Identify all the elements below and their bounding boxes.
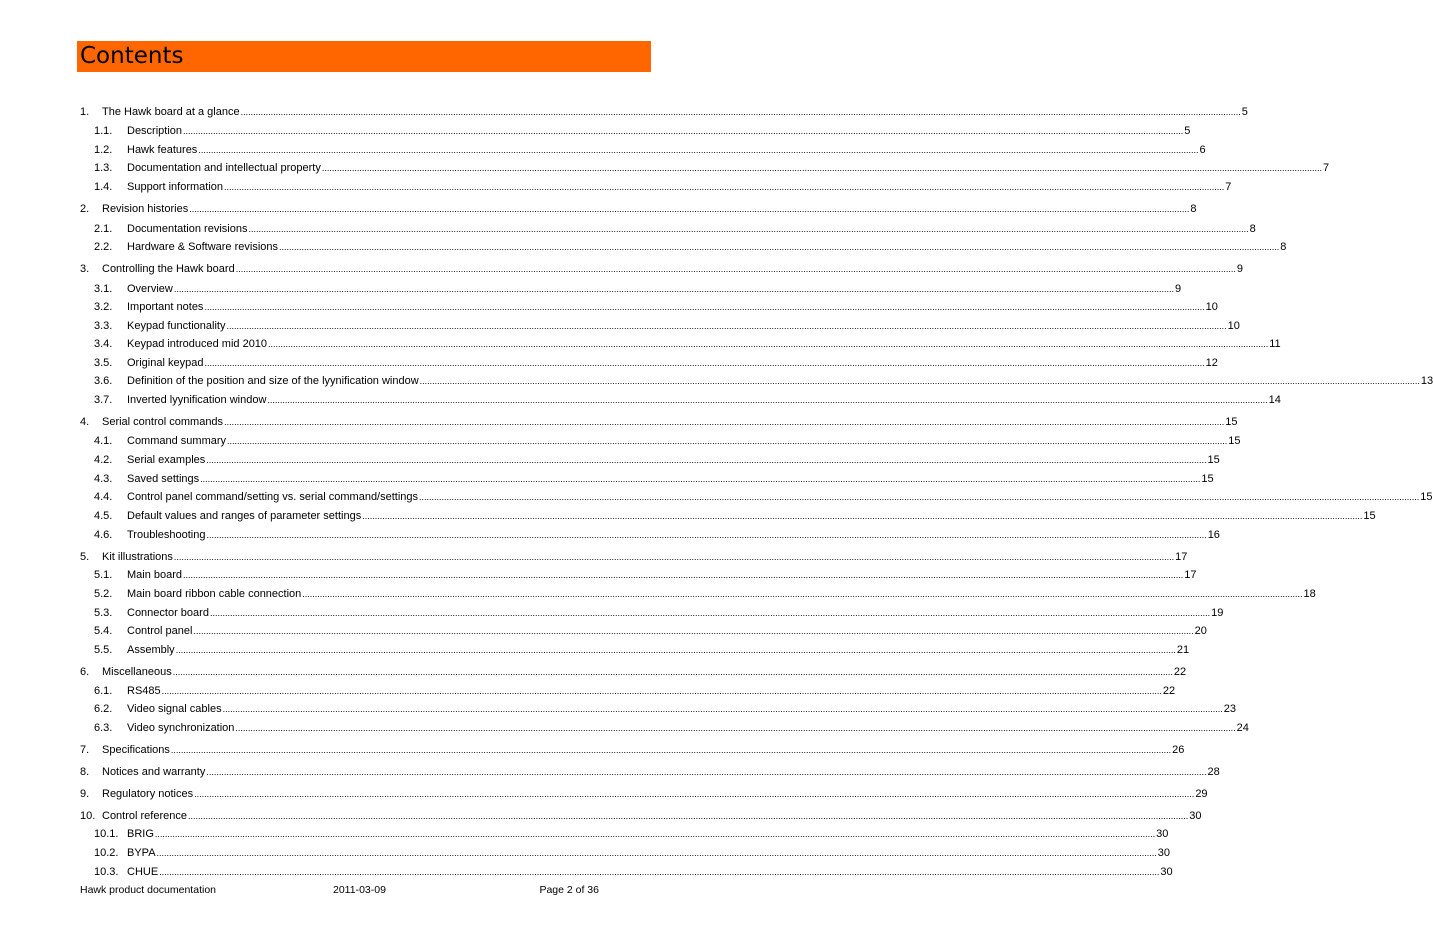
toc-section-entry[interactable] [80, 787, 1208, 801]
toc-dot-leader: ................................................................................................................................................................................................................................................................................................................................................................................................................ [235, 723, 1236, 733]
toc-subsection-entry[interactable] [94, 393, 1281, 407]
toc-subsection-entry[interactable] [94, 453, 1220, 467]
toc-dot-leader: ................................................................................................................................................................................................................................................................................................................................................................................................................ [268, 339, 1269, 349]
toc-entry-page: 11 [1269, 338, 1281, 350]
toc-entry-number: 3.2. [94, 301, 113, 313]
toc-subsection-entry[interactable] [94, 300, 1218, 314]
toc-section-entry[interactable] [80, 665, 1187, 679]
toc-entry-title: Important notes [127, 301, 204, 313]
toc-dot-leader: ................................................................................................................................................................................................................................................................................................................................................................................................................ [175, 645, 1176, 655]
toc-entry-number: 5.2. [94, 588, 113, 600]
toc-entry-page: 15 [1201, 473, 1214, 485]
toc-subsection-entry[interactable] [94, 161, 1330, 175]
toc-entry-page: 5 [1241, 106, 1248, 118]
toc-entry-page: 8 [1280, 241, 1287, 253]
toc-dot-leader: ................................................................................................................................................................................................................................................................................................................................................................................................................ [173, 284, 1175, 294]
toc-entry-page: 28 [1207, 766, 1220, 778]
toc-entry-page: 7 [1225, 181, 1232, 193]
toc-dot-leader: ................................................................................................................................................................................................................................................................................................................................................................................................................ [204, 358, 1205, 368]
toc-entry-page: 22 [1162, 685, 1176, 697]
toc-dot-leader: ................................................................................................................................................................................................................................................................................................................................................................................................................ [240, 107, 1241, 117]
toc-entry-number: 5.3. [94, 607, 113, 619]
toc-entry-number: 10.2. [94, 847, 119, 859]
toc-entry-number: 3.5. [94, 357, 113, 369]
toc-entry-page: 6 [1199, 144, 1206, 156]
toc-entry-number: 1.4. [94, 181, 113, 193]
toc-entry-page: 15 [1363, 510, 1376, 522]
toc-entry-page: 22 [1173, 666, 1187, 678]
toc-subsection-entry[interactable] [94, 606, 1224, 620]
toc-entry-number: 6.1. [94, 685, 113, 697]
toc-entry-number: 5.1. [94, 569, 113, 581]
toc-dot-leader: ................................................................................................................................................................................................................................................................................................................................................................................................................ [188, 811, 1189, 821]
toc-section-entry[interactable] [80, 105, 1248, 119]
toc-section-entry[interactable] [80, 262, 1244, 276]
toc-subsection-entry[interactable] [94, 865, 1173, 879]
toc-subsection-entry[interactable] [94, 624, 1207, 638]
toc-dot-leader: ................................................................................................................................................................................................................................................................................................................................................................................................................ [170, 745, 1172, 755]
toc-dot-leader: ................................................................................................................................................................................................................................................................................................................................................................................................................ [362, 511, 1363, 521]
toc-subsection-entry[interactable] [94, 827, 1169, 841]
toc-entry-number: 9. [80, 788, 90, 800]
toc-dot-leader: ................................................................................................................................................................................................................................................................................................................................................................................................................ [161, 686, 1162, 696]
toc-entry-number: 1.2. [94, 144, 113, 156]
toc-entry-number: 2. [80, 203, 90, 215]
toc-entry-page: 16 [1207, 529, 1220, 541]
toc-dot-leader: ................................................................................................................................................................................................................................................................................................................................................................................................................ [235, 264, 1236, 274]
toc-section-entry[interactable] [80, 743, 1185, 757]
toc-entry-number: 4. [80, 416, 90, 428]
toc-section-entry[interactable] [80, 809, 1202, 823]
toc-subsection-entry[interactable] [94, 282, 1182, 296]
toc-entry-page: 18 [1303, 588, 1316, 600]
toc-entry-page: 14 [1268, 394, 1281, 406]
toc-dot-leader: ................................................................................................................................................................................................................................................................................................................................................................................................................ [159, 867, 1160, 877]
toc-dot-leader: ................................................................................................................................................................................................................................................................................................................................................................................................................ [193, 626, 1194, 636]
toc-section-entry[interactable] [80, 550, 1188, 564]
toc-entry-number: 4.3. [94, 473, 113, 485]
contents-heading-band [77, 41, 651, 72]
toc-entry-page: 30 [1157, 847, 1170, 859]
page-title: Contents [80, 43, 184, 69]
toc-entry-title: Video signal cables [127, 703, 222, 715]
toc-subsection-entry[interactable] [94, 846, 1170, 860]
toc-entry-title: Control panel [127, 625, 193, 637]
toc-entry-page: 9 [1236, 263, 1244, 275]
toc-entry-number: 4.5. [94, 510, 113, 522]
toc-entry-title: Original keypad [127, 357, 204, 369]
toc-dot-leader: ................................................................................................................................................................................................................................................................................................................................................................................................................ [189, 204, 1190, 214]
toc-dot-leader: ................................................................................................................................................................................................................................................................................................................................................................................................................ [248, 224, 1249, 234]
toc-dot-leader: ................................................................................................................................................................................................................................................................................................................................................................................................................ [194, 789, 1195, 799]
toc-entry-number: 5.4. [94, 625, 113, 637]
toc-dot-leader: ................................................................................................................................................................................................................................................................................................................................................................................................................ [183, 126, 1184, 136]
toc-entry-number: 10.3. [94, 866, 119, 878]
toc-entry-page: 13 [1420, 375, 1433, 387]
toc-entry-page: 26 [1172, 744, 1185, 756]
toc-entry-title: Description [127, 125, 183, 137]
toc-dot-leader: ................................................................................................................................................................................................................................................................................................................................................................................................................ [154, 829, 1156, 839]
toc-subsection-entry[interactable] [94, 374, 1433, 388]
toc-entry-number: 4.2. [94, 454, 113, 466]
toc-entry-number: 1. [80, 106, 90, 118]
toc-dot-leader: ................................................................................................................................................................................................................................................................................................................................................................................................................ [302, 589, 1303, 599]
toc-entry-page: 15 [1420, 491, 1433, 503]
toc-entry-number: 3.3. [94, 320, 113, 332]
toc-entry-number: 5.5. [94, 644, 113, 656]
toc-entry-title: Inverted lyynification window [127, 394, 267, 406]
toc-dot-leader: ................................................................................................................................................................................................................................................................................................................................................................................................................ [172, 667, 1173, 677]
toc-entry-title: Hawk features [127, 144, 198, 156]
toc-subsection-entry[interactable] [94, 702, 1237, 716]
toc-entry-title: Control panel command/setting vs. serial command/settings [127, 491, 419, 503]
toc-dot-leader: ................................................................................................................................................................................................................................................................................................................................................................................................................ [222, 704, 1223, 714]
toc-entry-title: CHUE [127, 866, 159, 878]
toc-entry-title: Control reference [102, 810, 187, 822]
toc-dot-leader: ................................................................................................................................................................................................................................................................................................................................................................................................................ [206, 530, 1207, 540]
toc-entry-title: Assembly [127, 644, 175, 656]
toc-entry-title: Serial control commands [102, 416, 224, 428]
toc-entry-title: Main board ribbon cable connection [127, 588, 302, 600]
toc-entry-number: 6. [80, 666, 90, 678]
toc-dot-leader: ................................................................................................................................................................................................................................................................................................................................................................................................................ [198, 145, 1199, 155]
toc-entry-number: 6.3. [94, 722, 113, 734]
toc-subsection-entry[interactable] [94, 222, 1256, 236]
toc-dot-leader: ................................................................................................................................................................................................................................................................................................................................................................................................................ [209, 608, 1211, 618]
toc-entry-title: Video synchronization [127, 722, 235, 734]
toc-entry-page: 8 [1249, 223, 1256, 235]
toc-dot-leader: ................................................................................................................................................................................................................................................................................................................................................................................................................ [206, 455, 1207, 465]
toc-subsection-entry[interactable] [94, 587, 1316, 601]
toc-dot-leader: ................................................................................................................................................................................................................................................................................................................................................................................................................ [227, 436, 1228, 446]
toc-subsection-entry[interactable] [94, 643, 1190, 657]
toc-entry-title: Revision histories [102, 203, 189, 215]
toc-entry-title: RS485 [127, 685, 161, 697]
toc-entry-number: 1.3. [94, 162, 113, 174]
toc-subsection-entry[interactable] [94, 180, 1232, 194]
toc-subsection-entry[interactable] [94, 356, 1218, 370]
toc-entry-title: Serial examples [127, 454, 206, 466]
toc-dot-leader: ................................................................................................................................................................................................................................................................................................................................................................................................................ [173, 552, 1175, 562]
toc-entry-number: 4.4. [94, 491, 113, 503]
toc-entry-title: Main board [127, 569, 183, 581]
toc-entry-number: 4.1. [94, 435, 113, 447]
toc-dot-leader: ................................................................................................................................................................................................................................................................................................................................................................................................................ [156, 848, 1157, 858]
toc-subsection-entry[interactable] [94, 568, 1197, 582]
toc-subsection-entry[interactable] [94, 472, 1214, 486]
toc-entry-page: 17 [1175, 551, 1188, 563]
toc-subsection-entry[interactable] [94, 124, 1191, 138]
toc-subsection-entry[interactable] [94, 490, 1433, 504]
toc-entry-number: 3.7. [94, 394, 113, 406]
toc-dot-leader: ................................................................................................................................................................................................................................................................................................................................................................................................................ [267, 395, 1268, 405]
toc-dot-leader: ................................................................................................................................................................................................................................................................................................................................................................................................................ [419, 376, 1420, 386]
toc-entry-title: Documentation and intellectual property [127, 162, 321, 174]
toc-entry-page: 15 [1228, 435, 1241, 447]
toc-dot-leader: ................................................................................................................................................................................................................................................................................................................................................................................................................ [321, 163, 1323, 173]
toc-entry-page: 5 [1184, 125, 1191, 137]
toc-section-entry[interactable] [80, 415, 1238, 429]
footer-document-name: Hawk product documentation [80, 884, 216, 896]
toc-subsection-entry[interactable] [94, 319, 1240, 333]
toc-subsection-entry[interactable] [94, 143, 1206, 157]
toc-entry-title: Kit illustrations [102, 551, 173, 563]
toc-entry-title: Controlling the Hawk board [102, 263, 235, 275]
toc-entry-page: 23 [1223, 703, 1237, 715]
toc-entry-title: The Hawk board at a glance [102, 106, 240, 118]
toc-entry-title: Definition of the position and size of the lyynification window [127, 375, 419, 387]
toc-subsection-entry[interactable] [94, 528, 1220, 542]
toc-entry-page: 15 [1207, 454, 1220, 466]
toc-entry-title: Keypad introduced mid 2010 [127, 338, 268, 350]
toc-entry-number: 3.4. [94, 338, 113, 350]
toc-entry-number: 2.1. [94, 223, 113, 235]
toc-section-entry[interactable] [80, 765, 1220, 779]
toc-entry-page: 10 [1227, 320, 1240, 332]
toc-entry-page: 29 [1195, 788, 1208, 800]
toc-entry-title: Miscellaneous [102, 666, 172, 678]
toc-dot-leader: ................................................................................................................................................................................................................................................................................................................................................................................................................ [226, 321, 1227, 331]
toc-entry-number: 8. [80, 766, 90, 778]
toc-section-entry[interactable] [80, 202, 1197, 216]
toc-dot-leader: ................................................................................................................................................................................................................................................................................................................................................................................................................ [279, 242, 1280, 252]
toc-entry-title: BRIG [127, 828, 154, 840]
toc-entry-title: Specifications [102, 744, 170, 756]
toc-entry-number: 7. [80, 744, 90, 756]
toc-entry-title: Troubleshooting [127, 529, 206, 541]
toc-entry-title: Hardware & Software revisions [127, 241, 279, 253]
toc-entry-page: 10 [1205, 301, 1218, 313]
toc-subsection-entry[interactable] [94, 509, 1376, 523]
toc-entry-number: 3. [80, 263, 90, 275]
toc-entry-title: Command summary [127, 435, 227, 447]
toc-entry-page: 12 [1205, 357, 1218, 369]
toc-entry-title: Notices and warranty [102, 766, 206, 778]
toc-subsection-entry[interactable] [94, 337, 1281, 351]
toc-entry-number: 3.6. [94, 375, 113, 387]
toc-entry-page: 30 [1160, 866, 1173, 878]
toc-entry-page: 15 [1225, 416, 1238, 428]
toc-entry-title: Keypad functionality [127, 320, 226, 332]
toc-entry-page: 9 [1175, 283, 1182, 295]
toc-subsection-entry[interactable] [94, 240, 1287, 254]
toc-entry-page: 17 [1184, 569, 1197, 581]
toc-dot-leader: ................................................................................................................................................................................................................................................................................................................................................................................................................ [224, 182, 1225, 192]
toc-dot-leader: ................................................................................................................................................................................................................................................................................................................................................................................................................ [206, 767, 1207, 777]
toc-entry-number: 3.1. [94, 283, 113, 295]
toc-entry-title: Connector board [127, 607, 209, 619]
toc-subsection-entry[interactable] [94, 684, 1176, 698]
toc-entry-title: Support information [127, 181, 223, 193]
toc-entry-number: 6.2. [94, 703, 113, 715]
toc-entry-page: 30 [1189, 810, 1202, 822]
toc-entry-title: Overview [127, 283, 173, 295]
toc-entry-number: 2.2. [94, 241, 113, 253]
toc-entry-number: 10.1. [94, 828, 119, 840]
toc-entry-number: 4.6. [94, 529, 113, 541]
toc-dot-leader: ................................................................................................................................................................................................................................................................................................................................................................................................................ [183, 570, 1184, 580]
footer-page-number: Page 2 of 36 [539, 884, 599, 896]
footer-date: 2011-03-09 [333, 884, 386, 896]
toc-entry-page: 19 [1211, 607, 1224, 619]
toc-entry-title: BYPA [127, 847, 156, 859]
toc-entry-page: 30 [1156, 828, 1169, 840]
toc-dot-leader: ................................................................................................................................................................................................................................................................................................................................................................................................................ [200, 474, 1201, 484]
toc-subsection-entry[interactable] [94, 721, 1249, 735]
toc-entry-number: 1.1. [94, 125, 113, 137]
toc-entry-number: 10. [80, 810, 96, 822]
toc-entry-page: 7 [1323, 162, 1330, 174]
toc-entry-title: Default values and ranges of parameter settings [127, 510, 362, 522]
toc-entry-page: 20 [1194, 625, 1207, 637]
toc-entry-title: Documentation revisions [127, 223, 248, 235]
toc-dot-leader: ................................................................................................................................................................................................................................................................................................................................................................................................................ [419, 492, 1420, 502]
toc-entry-title: Saved settings [127, 473, 200, 485]
toc-entry-page: 24 [1236, 722, 1249, 734]
toc-dot-leader: ................................................................................................................................................................................................................................................................................................................................................................................................................ [224, 417, 1225, 427]
toc-entry-number: 5. [80, 551, 90, 563]
toc-entry-page: 8 [1190, 203, 1197, 215]
toc-entry-page: 21 [1176, 644, 1190, 656]
toc-dot-leader: ................................................................................................................................................................................................................................................................................................................................................................................................................ [204, 302, 1205, 312]
toc-subsection-entry[interactable] [94, 434, 1241, 448]
toc-entry-title: Regulatory notices [102, 788, 194, 800]
